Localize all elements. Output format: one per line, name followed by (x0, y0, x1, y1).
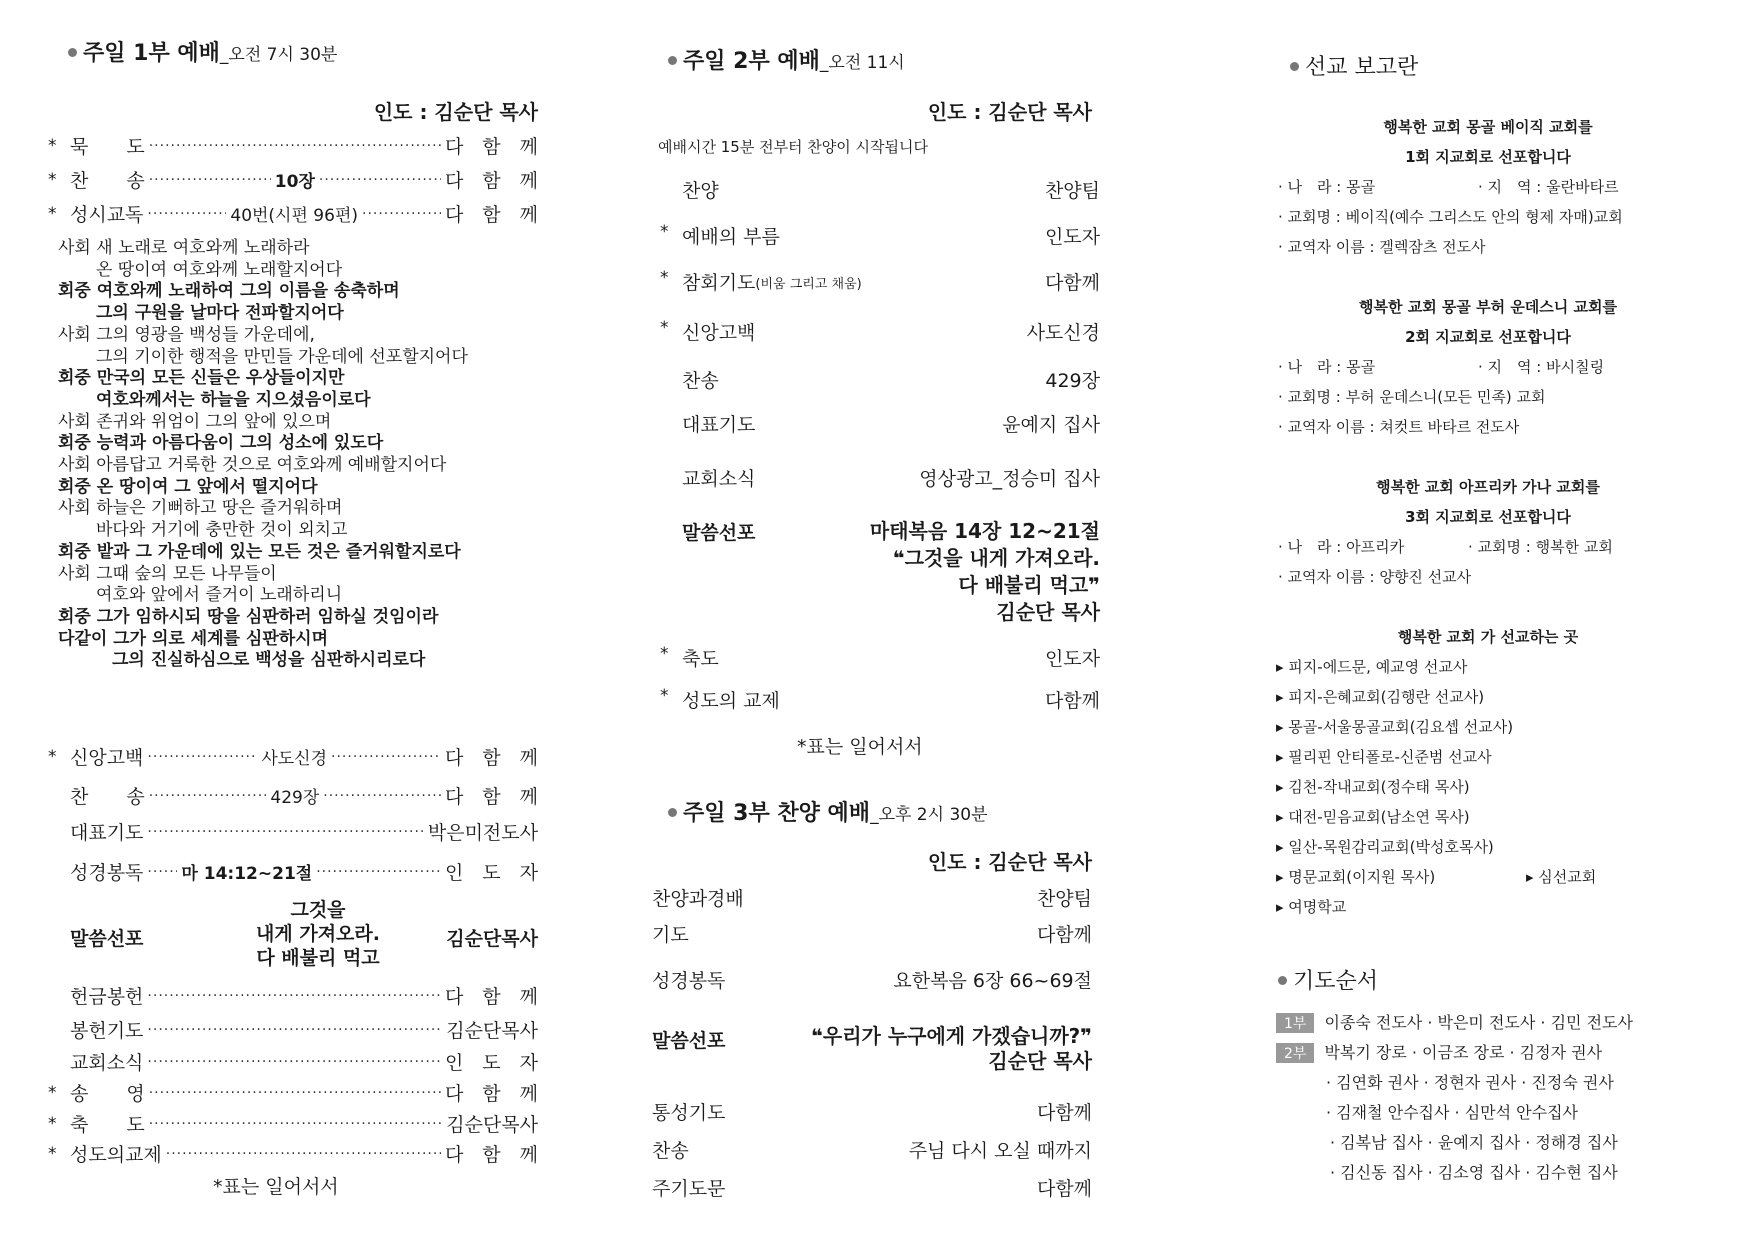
bullet-icon (68, 48, 77, 57)
service-1-title: 주일 1부 예배_오전 7시 30분 (68, 36, 337, 67)
prayer-line: · 김신동 집사 · 김소영 집사 · 김수현 집사 (1330, 1163, 1618, 1182)
order-item: 주기도문 다함께 (652, 1178, 1092, 1200)
mission-place: ▸ 몽골-서울몽골교회(김요셉 선교사) (1276, 718, 1514, 736)
order-item: 교회소식 영상광고_정승미 집사 (682, 468, 1100, 490)
order-item: 통성기도 다함께 (652, 1102, 1092, 1124)
mission-heading: 행복한 교회 몽골 베이직 교회를 (1383, 118, 1593, 136)
service-2-leader: 인도 : 김순단 목사 (927, 100, 1092, 124)
prayer-line: · 김연화 권사 · 정현자 권사 · 진정숙 권사 (1326, 1073, 1614, 1092)
mission-country: · 나 라 : 아프리카 (1278, 538, 1405, 556)
prayer-line: · 김재철 안수집사 · 심만석 안수집사 (1326, 1103, 1578, 1122)
mission-heading: 3회 지교회로 선포합니다 (1405, 508, 1571, 526)
order-item: * 축 도 ····· 김순단목사 (48, 1110, 538, 1137)
mission-heading: 1회 지교회로 선포합니다 (1405, 148, 1571, 166)
order-item: * 송 영 ····· 다 함 께 (48, 1079, 538, 1106)
sermon-preacher: 김순단목사 (446, 928, 538, 950)
service-1-leader: 인도 : 김순단 목사 (373, 100, 538, 124)
mission-place: ▸ 일산-목원감리교회(박성호목사) (1276, 838, 1494, 856)
order-item: * 묵 도 ····· 다 함 께 (48, 132, 538, 159)
order-item: * 예배의 부름 인도자 (660, 222, 1100, 248)
mission-church: · 교회명 : 베이직(예수 그리스도 안의 형제 자매)교회 (1278, 208, 1623, 226)
sermon-label: 말씀선포 (682, 522, 756, 544)
order-item: * 성시교독 ····· 40번(시편 96편) ····· 다 함 께 (48, 200, 538, 227)
reading-line: 온 땅이여 여호와께 노래할지어다 (96, 259, 343, 280)
order-item: 성경봉독 요한복음 6장 66~69절 (652, 970, 1092, 992)
reading-line: 그의 구원을 날마다 전파할지어다 (96, 303, 344, 324)
bullet-icon (668, 808, 677, 817)
service-2-intro: 예배시간 15분 전부터 찬양이 시작됩니다 (658, 138, 929, 156)
reading-line: 여호와께서는 하늘을 지으셨음이로다 (96, 389, 371, 410)
mission-place: ▸ 피지-에드문, 예교영 선교사 (1276, 658, 1468, 676)
mission-church: · 교회명 : 행복한 교회 (1468, 538, 1613, 556)
order-item: 찬양과경배 찬양팀 (652, 888, 1092, 910)
order-item: 봉헌기도 ····· 김순단목사 (48, 1016, 538, 1043)
reading-line: 사회 아름답고 거룩한 것으로 여호와께 예배할지어다 (58, 455, 447, 476)
reading-line: 회중 여호와께 노래하여 그의 이름을 송축하며 (58, 281, 400, 302)
order-item: 찬송 429장 (682, 370, 1100, 392)
mission-minister: · 교역자 이름 : 겔렉잠츠 전도사 (1278, 238, 1486, 256)
order-item: * 성도의 교제 다함께 (660, 686, 1100, 712)
mission-church: · 교회명 : 부허 운데스니(모든 민족) 교회 (1278, 388, 1546, 406)
order-item: * 신앙고백 ····· 사도신경 ····· 다 함 께 (48, 743, 538, 770)
mission-minister: · 교역자 이름 : 양향진 선교사 (1278, 568, 1472, 586)
order-item: 대표기도 윤예지 집사 (682, 414, 1100, 436)
reading-line: 여호와 앞에서 즐거이 노래하리니 (96, 585, 343, 606)
reading-line: 그의 진실하심으로 백성을 심판하시리로다 (112, 650, 426, 671)
order-item: 대표기도 ····· 박은미전도사 (48, 818, 538, 845)
prayer-line: 2부 박복기 장로 · 이금조 장로 · 김정자 권사 (1276, 1040, 1602, 1063)
reading-line: 사회 그때 숲의 모든 나무들이 (58, 563, 277, 584)
order-item: 찬양 찬양팀 (682, 180, 1100, 202)
prayer-line: 1부 이종숙 전도사 · 박은미 전도사 · 김민 전도사 (1276, 1010, 1633, 1033)
reading-line: 사회 새 노래로 여호와께 노래하라 (58, 238, 310, 258)
mission-report-title: 선교 보고란 (1290, 50, 1418, 81)
sermon-detail: ❝우리가 누구에게 가겠습니까?❞ 김순단 목사 (811, 1024, 1092, 1073)
order-item: * 신앙고백 사도신경 (660, 318, 1100, 344)
reading-line: 그의 기이한 행적을 만민들 가운데에 선포할지어다 (96, 346, 468, 367)
prayer-tag: 1부 (1276, 1013, 1314, 1033)
mission-region: · 지 역 : 울란바타르 (1478, 178, 1619, 196)
mission-place: ▸ 피지-은혜교회(김행란 선교사) (1276, 688, 1485, 706)
order-item: * 참회기도 (비움 그리고 채움) 다함께 (660, 268, 1100, 294)
reading-line: 사회 그의 영광을 백성들 가운데에, (58, 324, 315, 345)
bullet-icon (668, 56, 677, 65)
reading-line: 다같이 그가 의로 세계를 심판하시며 (58, 628, 329, 649)
reading-line: 회중 능력과 아름다움이 그의 성소에 있도다 (58, 433, 384, 454)
mission-places-title: 행복한 교회 가 선교하는 곳 (1397, 628, 1579, 646)
sermon-label: 말씀선포 (70, 928, 144, 950)
mission-place: ▸ 여명학교 (1276, 898, 1347, 916)
order-item: 찬 송 ····· 429장 ····· 다 함 께 (48, 782, 538, 809)
sermon-title: 그것을 내게 가져오라. 다 배불리 먹고 (256, 899, 380, 969)
service-2-title: 주일 2부 예배_오전 11시 (668, 44, 905, 75)
bullet-icon (1290, 62, 1299, 71)
service-3-title: 주일 3부 찬양 예배_오후 2시 30분 (668, 796, 988, 827)
mission-place: ▸ 필리핀 안티폴로-신준범 선교사 (1276, 748, 1492, 766)
reading-line: 회중 온 땅이여 그 앞에서 떨지어다 (58, 476, 318, 497)
prayer-line: · 김복남 집사 · 윤예지 집사 · 정해경 집사 (1330, 1133, 1618, 1152)
standing-note: *표는 일어서서 (797, 736, 923, 758)
mission-place: ▸ 김천-작내교회(정수태 목사) (1276, 778, 1470, 796)
responsive-reading (58, 238, 468, 672)
mission-country: · 나 라 : 몽골 (1278, 358, 1376, 376)
prayer-order-title: 기도순서 (1278, 964, 1378, 995)
mission-region: · 지 역 : 바시칠링 (1478, 358, 1605, 376)
reading-line: 회중 그가 임하시되 땅을 심판하러 임하실 것임이라 (58, 606, 439, 627)
mission-country: · 나 라 : 몽골 (1278, 178, 1376, 196)
bullet-icon (1278, 976, 1287, 985)
reading-line: 사회 하늘은 기뻐하고 땅은 즐거워하며 (58, 498, 343, 519)
order-item: 기도 다함께 (652, 924, 1092, 946)
sermon-detail: 마태복음 14장 12~21절 ❝그것을 내게 가져오라. 다 배불리 먹고❞ 김순단 목사 (869, 519, 1100, 624)
reading-line: 회중 밭과 그 가운데에 있는 모든 것은 즐거워할지로다 (58, 541, 461, 562)
reading-line: 사회 존귀와 위엄이 그의 앞에 있으며 (58, 411, 332, 432)
mission-place: ▸ 명문교회(이지원 목사) (1276, 868, 1436, 886)
standing-note: *표는 일어서서 (213, 1176, 339, 1198)
mission-place: ▸ 대전-믿음교회(남소연 목사) (1276, 808, 1470, 826)
order-item: 성경봉독 ····· 마 14:12~21절 ····· 인 도 자 (48, 858, 538, 885)
order-item: * 성도의교제 ····· 다 함 께 (48, 1140, 538, 1167)
sermon-label: 말씀선포 (652, 1030, 726, 1052)
mission-heading: 행복한 교회 몽골 부허 운데스니 교회를 (1359, 298, 1617, 316)
mission-heading: 행복한 교회 아프리카 가나 교회를 (1376, 478, 1600, 496)
mission-place: ▸ 심선교회 (1526, 868, 1597, 886)
order-item: 교회소식 ····· 인 도 자 (48, 1048, 538, 1075)
reading-line: 바다와 거기에 충만한 것이 외치고 (96, 520, 348, 541)
service-3-leader: 인도 : 김순단 목사 (927, 850, 1092, 874)
order-item: 찬송 주님 다시 오실 때까지 (652, 1140, 1092, 1162)
mission-minister: · 교역자 이름 : 쳐컷트 바타르 전도사 (1278, 418, 1520, 436)
order-item: 헌금봉헌 ····· 다 함 께 (48, 982, 538, 1009)
prayer-tag: 2부 (1276, 1043, 1314, 1063)
mission-heading: 2회 지교회로 선포합니다 (1405, 328, 1571, 346)
reading-line: 회중 만국의 모든 신들은 우상들이지만 (58, 368, 345, 389)
order-item: * 축도 인도자 (660, 644, 1100, 670)
order-item: * 찬 송 ····· 10장 ····· 다 함 께 (48, 166, 538, 193)
